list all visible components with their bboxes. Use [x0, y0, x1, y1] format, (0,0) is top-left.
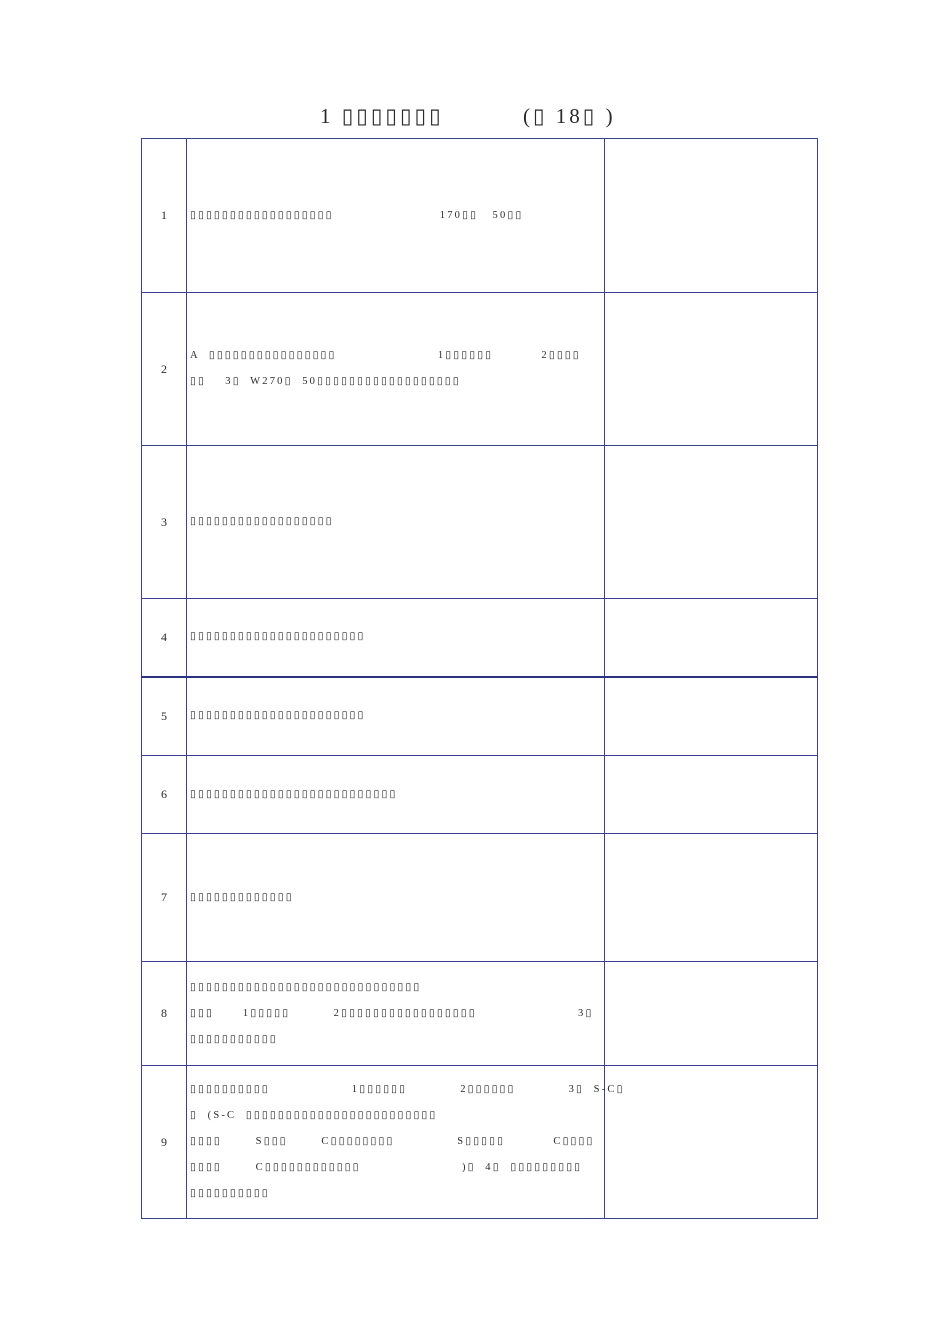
- row-blank-cell: [605, 677, 818, 756]
- content-line: ▯▯▯▯▯▯▯▯▯▯▯▯▯▯▯▯▯▯▯▯▯▯: [190, 631, 366, 643]
- content-line: ▯ (S-C ▯▯▯▯▯▯▯▯▯▯▯▯▯▯▯▯▯▯▯▯▯▯▯▯: [190, 1110, 438, 1121]
- row-content: [187, 599, 605, 677]
- table-row: [142, 834, 818, 962]
- table-row: [142, 293, 818, 446]
- table-row: [142, 446, 818, 599]
- row-content: [187, 293, 605, 446]
- row-number: 7: [142, 834, 187, 962]
- row-number: 4: [142, 599, 187, 677]
- row-blank-cell: [605, 834, 818, 962]
- row-number: 5: [142, 677, 187, 756]
- content-line: ▯▯▯▯ C▯▯▯▯▯▯▯▯▯▯▯▯ )▯ 4▯ ▯▯▯▯▯▯▯▯▯: [190, 1162, 583, 1173]
- table-row: [142, 962, 818, 1066]
- row-content: [187, 834, 605, 962]
- row-number: 2: [142, 293, 187, 446]
- checklist-table: [141, 138, 818, 1219]
- content-line: ▯▯▯▯▯▯▯▯▯▯▯▯▯▯▯▯▯▯: [190, 516, 334, 527]
- content-line: ▯▯▯▯▯▯▯▯▯▯▯▯▯▯▯▯▯▯▯▯▯▯▯▯▯▯: [190, 788, 398, 800]
- table-row: [142, 139, 818, 293]
- row-blank-cell: [605, 962, 818, 1066]
- row-blank-cell: [605, 756, 818, 834]
- row-content: [187, 139, 605, 293]
- content-line: ▯▯▯▯ S▯▯▯ C▯▯▯▯▯▯▯▯ S▯▯▯▯▯ C▯▯▯▯: [190, 1136, 595, 1147]
- row-blank-cell: [605, 599, 818, 677]
- content-line: A ▯▯▯▯▯▯▯▯▯▯▯▯▯▯▯▯ 1▯▯▯▯▯▯ 2▯▯▯▯: [190, 350, 581, 361]
- content-line: ▯▯▯▯▯▯▯▯▯▯▯▯▯▯▯▯▯▯▯▯▯▯: [190, 710, 366, 722]
- row-number: 1: [142, 139, 187, 293]
- row-blank-cell: [605, 1066, 818, 1219]
- table-row: [142, 677, 818, 756]
- row-content: [187, 962, 605, 1066]
- content-line: ▯▯▯ 1▯▯▯▯▯ 2▯▯▯▯▯▯▯▯▯▯▯▯▯▯▯▯▯ 3▯: [190, 1007, 594, 1019]
- page-title: [0, 104, 950, 132]
- row-number: 3: [142, 446, 187, 599]
- content-line: ▯▯▯▯▯▯▯▯▯▯: [190, 1188, 270, 1199]
- content-line: ▯▯▯▯▯▯▯▯▯▯▯: [190, 1033, 278, 1045]
- row-blank-cell: [605, 139, 818, 293]
- row-content: [187, 1066, 625, 1219]
- row-blank-cell: [605, 293, 818, 446]
- table-row: [142, 599, 818, 677]
- content-line: ▯▯▯▯▯▯▯▯▯▯ 1▯▯▯▯▯▯ 2▯▯▯▯▯▯ 3▯ S-C▯: [190, 1084, 625, 1095]
- title-text: 1 ▯▯▯▯▯▯▯: [320, 104, 444, 128]
- row-number: 8: [142, 962, 187, 1066]
- row-blank-cell: [605, 446, 818, 599]
- row-number: 6: [142, 756, 187, 834]
- table-row: [142, 756, 818, 834]
- row-number: 9: [142, 1066, 187, 1219]
- content-line: ▯▯ 3▯ W270▯ 50▯▯▯▯▯▯▯▯▯▯▯▯▯▯▯▯▯▯: [190, 376, 461, 387]
- content-line: ▯▯▯▯▯▯▯▯▯▯▯▯▯▯▯▯▯▯ 170▯▯ 50▯▯: [190, 209, 524, 221]
- row-content: [187, 677, 605, 756]
- row-content: [187, 446, 605, 599]
- row-content: [187, 756, 605, 834]
- table-row: [142, 1066, 818, 1219]
- title-count: (▯ 18▯ ): [523, 104, 616, 128]
- content-line: ▯▯▯▯▯▯▯▯▯▯▯▯▯▯▯▯▯▯▯▯▯▯▯▯▯▯▯▯▯: [190, 981, 422, 993]
- content-line: ▯▯▯▯▯▯▯▯▯▯▯▯▯: [190, 891, 294, 903]
